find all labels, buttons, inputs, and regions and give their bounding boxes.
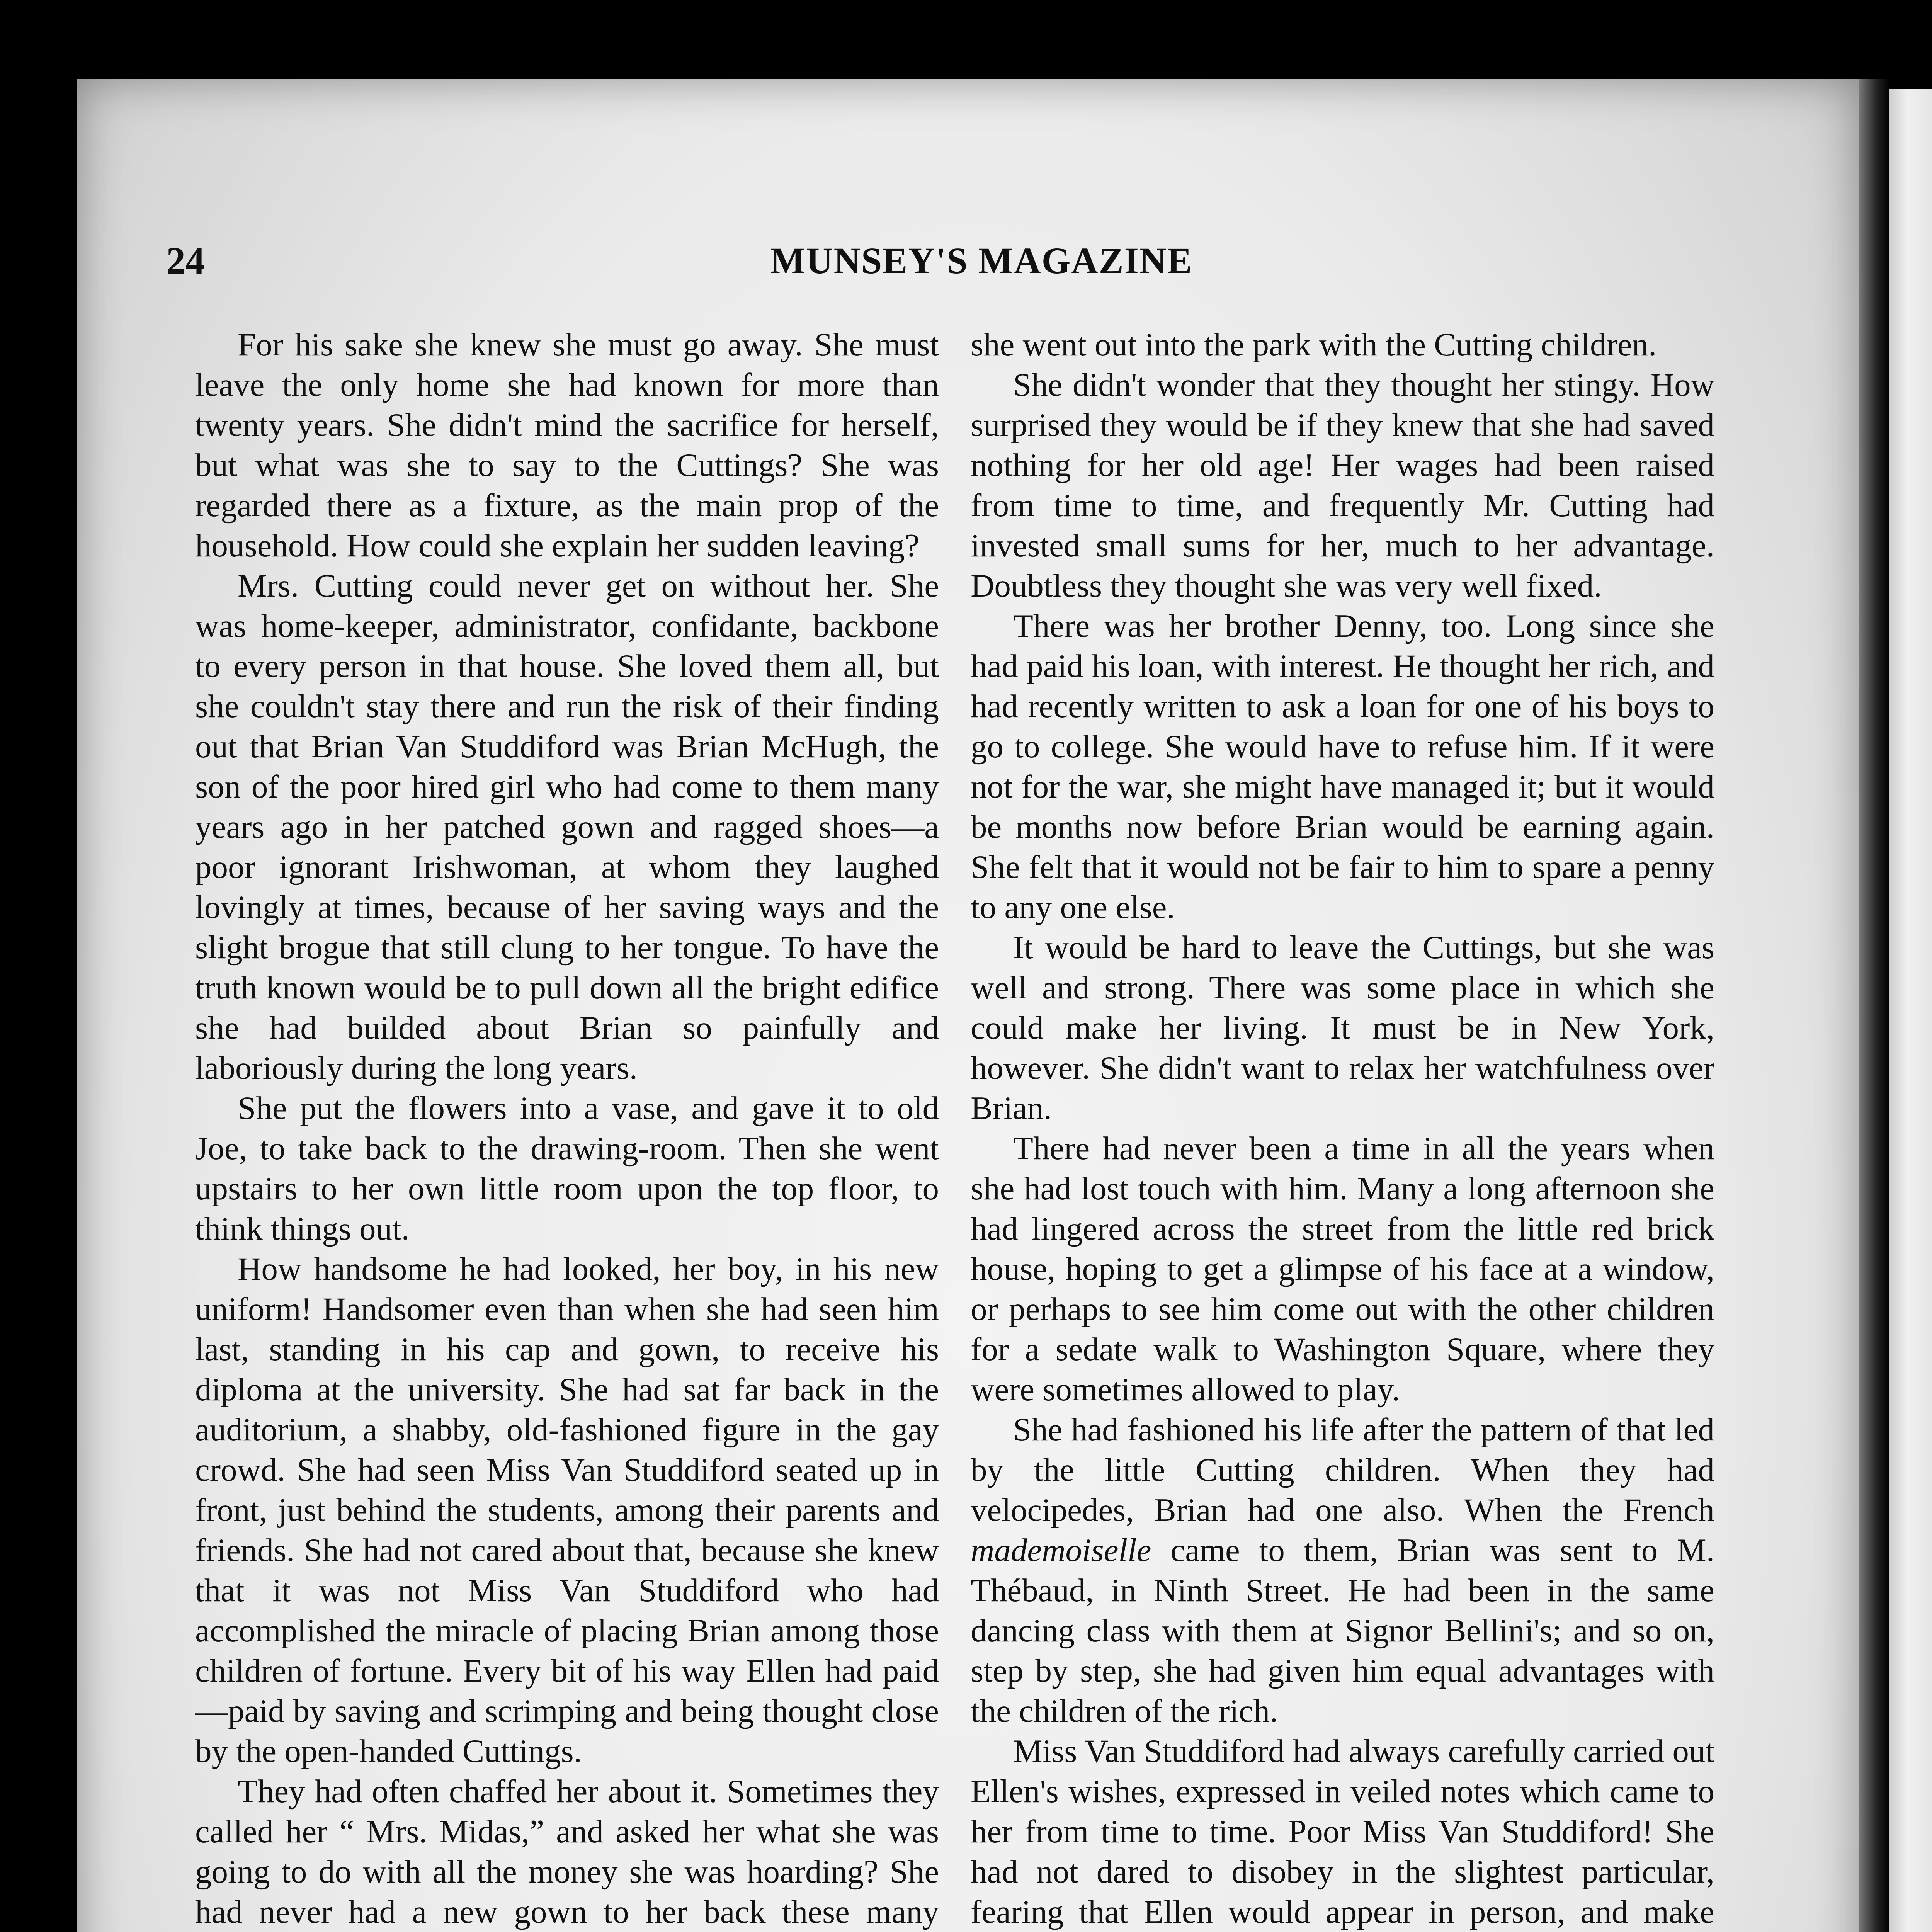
paragraph: There was her brother Denny, too. Long since she had paid his loan, with interest. He thought her rich, and had recently written to ask a loan for one of his boys to go to college. She would have to refuse him. If it were not for the war, she might have managed it; but it would be months now before Brian would be earning again. She felt that it would not be fair to him to spare a penny to any one else.	[971, 608, 1714, 925]
paragraph: There had never been a time in all the years when she had lost touch with him. Many a long afternoon she had lingered across the street from the little red brick house, hoping to get a glimpse of his face at a window, or perhaps to see him come out with the other children for a sedate walk to Washington Square, where they were sometimes allowed to play.	[971, 1130, 1714, 1408]
paragraph: They had often chaffed her about it. Sometimes they called her “ Mrs. Midas,” and asked her what she was going to do with all the money she was hoarding? She had never had a new gown to her back these many	[195, 1773, 939, 1930]
paragraph-continuation: she went out into the park with the Cutting children.	[971, 327, 1657, 363]
paragraph: She didn't wonder that they thought her stingy. How surprised they would be if they knew that she had saved nothing for her old age! Her wages had been raised from time to time, and frequently Mr. Cutting had invested small sums for her, much to her advantage. Doubtless they thought she was very well fixed.	[971, 367, 1714, 604]
page-number: 24	[166, 239, 205, 282]
paragraph	[971, 1410, 1714, 1731]
paragraph: Mrs. Cutting could never get on without her. She was home-keeper, administrator, confidante, backbone to every person in that house. She loved them all, but she couldn't stay there and run the risk of their finding out that Brian Van Studdiford was Brian McHugh, the son of the poor hired girl who had come to them many years ago in her patched gown and ragged shoes—a poor ignorant Irishwoman, at whom they laughed lovingly at times, because of her saving ways and the slight brogue that still clung to her tongue. To have the truth known would be to pull down all the bright edifice she had builded about Brian so painfully and laboriously during the long years.	[195, 568, 939, 1086]
running-head: MUNSEY'S MAGAZINE	[770, 240, 1193, 281]
paragraph-text: She had fashioned his life after the pattern of that led by the little Cutting children. When they had velocipedes, Brian had one also. When the French	[971, 1412, 1714, 1528]
page-header	[166, 232, 1797, 290]
left-column	[195, 325, 939, 1932]
paragraph-text: came to them, Brian was sent to M. Thébaud, in Ninth Street. He had been in the same dancing class with them at Signor Bellini's; and so on, step by step, she had given him equal advantages with the children of the rich.	[971, 1532, 1714, 1729]
book-spine-shadow	[1859, 79, 1889, 1932]
paragraph: She put the flowers into a vase, and gave it to old Joe, to take back to the drawing-room. Then she went upstairs to her own little room upon the top floor, to think things out.	[195, 1090, 939, 1247]
paragraph: For his sake she knew she must go away. She must leave the only home she had known for more than twenty years. She didn't mind the sacrifice for herself, but what was she to say to the Cuttings? She was regarded there as a fixture, as the main prop of the household. How could she explain her sudden leaving?	[195, 327, 939, 564]
paragraph: How handsome he had looked, her boy, in his new uniform! Handsomer even than when she had seen him last, standing in his cap and gown, to receive his diploma at the university. She had sat far back in the auditorium, a shabby, old-fashioned figure in the gay crowd. She had seen Miss Van Studdiford seated up in front, just behind the students, among their parents and friends. She had not cared about that, because she knew that it was not Miss Van Studdiford who had accomplished the miracle of placing Brian among those children of fortune. Every bit of his way Ellen had paid—paid by saving and scrimping and being thought close by the open-handed Cuttings.	[195, 1251, 939, 1769]
facing-page-edge	[1889, 89, 1932, 1932]
italic-word: mademoiselle	[971, 1532, 1151, 1568]
paragraph: Miss Van Studdiford had always carefully carried out Ellen's wishes, expressed in veiled notes which came to her from time to time. Poor Miss Van Studdiford! She had not dared to disobey in the slightest particular, fearing that Ellen would appear in person, and make	[971, 1733, 1714, 1930]
paragraph: It would be hard to leave the Cuttings, but she was well and strong. There was some place in which she could make her living. It must be in New York, however. She didn't want to relax her watchfulness over Brian.	[971, 929, 1714, 1126]
right-column	[971, 325, 1714, 1932]
